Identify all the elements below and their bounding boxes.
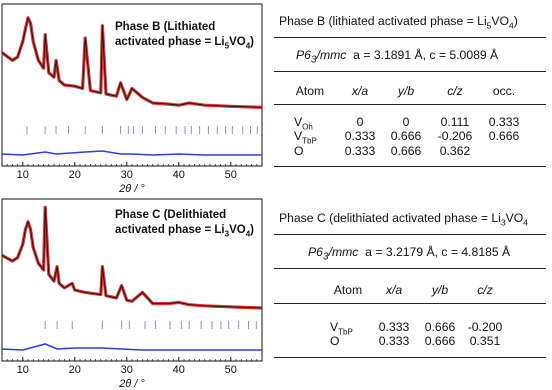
table-b-row3-yb: 0.666 xyxy=(390,144,422,158)
table-b-row2-xa: 0.333 xyxy=(344,129,376,143)
table-b-header-xa: x/a xyxy=(351,84,369,98)
phase-b-x-tick-label: 10 xyxy=(16,169,29,181)
phase-c-label xyxy=(115,208,254,241)
plot-phase-b xyxy=(0,0,270,195)
plot-phase-c xyxy=(0,195,270,390)
phase-b-label-line2: activated phase = $Li_5VO_4$) xyxy=(115,36,254,51)
table-b-row2-atom: $V_{TbP}$ xyxy=(294,129,317,146)
table-phase-b xyxy=(274,0,552,195)
phase-b-x-tick-label: 30 xyxy=(120,169,133,181)
table-c-row1-cz: -0.200 xyxy=(467,320,503,334)
table-c-row2-cz: 0.351 xyxy=(469,334,501,348)
table-b-rule-top xyxy=(274,37,546,38)
phase-b-label xyxy=(115,20,254,53)
table-c-header-cz: c/z xyxy=(477,283,493,297)
table-b-row2-cz: -0.206 xyxy=(437,129,473,143)
table-b-header-atom: Atom xyxy=(295,84,325,98)
phase-b-x-axis-title: 2θ / ° xyxy=(119,183,145,195)
table-c-header-xa: x/a xyxy=(385,283,403,297)
table-c-row1-yb: 0.666 xyxy=(424,320,456,334)
table-b-row2-occ: 0.666 xyxy=(488,129,520,143)
table-b-row3-cz: 0.362 xyxy=(439,144,471,158)
table-c-row2-atom: O xyxy=(330,334,340,348)
phase-c-x-tick-label: 10 xyxy=(16,364,29,376)
table-b-rule-head xyxy=(274,104,546,105)
phase-c-x-tick-label: 30 xyxy=(120,364,133,376)
table-b-row1-cz: 0.111 xyxy=(440,115,470,129)
table-b-row1-atom: $V_{Oh}$ xyxy=(294,115,313,132)
table-c-rule-head xyxy=(274,303,546,304)
table-c-rule-bottom xyxy=(274,357,546,358)
phase-b-x-tick-label: 50 xyxy=(224,169,237,181)
table-c-row2-yb: 0.666 xyxy=(424,334,456,348)
phase-b-label-line1: Phase B (Lithiated xyxy=(115,21,216,33)
phase-c-x-tick-label: 20 xyxy=(68,364,81,376)
table-c-header-yb: y/b xyxy=(431,283,449,297)
table-c-row1-atom: $V_{TbP}$ xyxy=(330,320,353,337)
phase-c-difference-series xyxy=(2,344,262,350)
table-b-rule-bottom xyxy=(274,166,546,167)
table-c-title: Phase C (delithiated activated phase = $Li_3VO_4$ xyxy=(279,211,528,228)
table-c-cell-params: $P6_3$/mmc a = 3.2179 Å, c = 4.8185 Å xyxy=(308,245,511,263)
table-b-row2-yb: 0.666 xyxy=(390,129,422,143)
phase-b-x-tick-label: 20 xyxy=(68,169,81,181)
phase-c-label-line2: activated phase = $Li_3VO_4$) xyxy=(115,224,254,239)
table-c-header-atom: Atom xyxy=(333,283,363,297)
phase-b-x-tick-label: 40 xyxy=(172,169,185,181)
table-b-title: Phase B (lithiated activated phase = $Li_5VO_4$) xyxy=(279,14,518,31)
table-b-row3-xa: 0.333 xyxy=(344,144,376,158)
table-phase-c xyxy=(274,195,552,390)
table-b-row1-xa: 0 xyxy=(356,115,364,129)
table-b-header-yb: y/b xyxy=(397,84,415,98)
table-b-row1-yb: 0 xyxy=(402,115,410,129)
table-c-row2-xa: 0.333 xyxy=(378,334,410,348)
table-b-row3-atom: O xyxy=(294,144,304,158)
phase-c-label-line1: Phase C (Delithiated xyxy=(115,209,227,221)
phase-b-difference-series xyxy=(2,151,262,155)
phase-c-x-tick-label: 50 xyxy=(224,364,237,376)
table-b-rule-mid xyxy=(274,71,546,72)
table-c-row1-xa: 0.333 xyxy=(378,320,410,334)
table-b-cell-params: $P6_3$/mmc a = 3.1891 Å, c = 5.0089 Å xyxy=(296,48,499,66)
table-c-rule-top xyxy=(274,234,546,235)
table-b-row1-occ: 0.333 xyxy=(488,115,520,129)
table-c-rule-mid xyxy=(274,268,546,269)
phase-c-x-axis-title: 2θ / ° xyxy=(119,378,145,390)
phase-c-x-tick-label: 40 xyxy=(172,364,185,376)
table-b-header-occ: occ. xyxy=(492,84,516,98)
table-b-header-cz: c/z xyxy=(447,84,463,98)
